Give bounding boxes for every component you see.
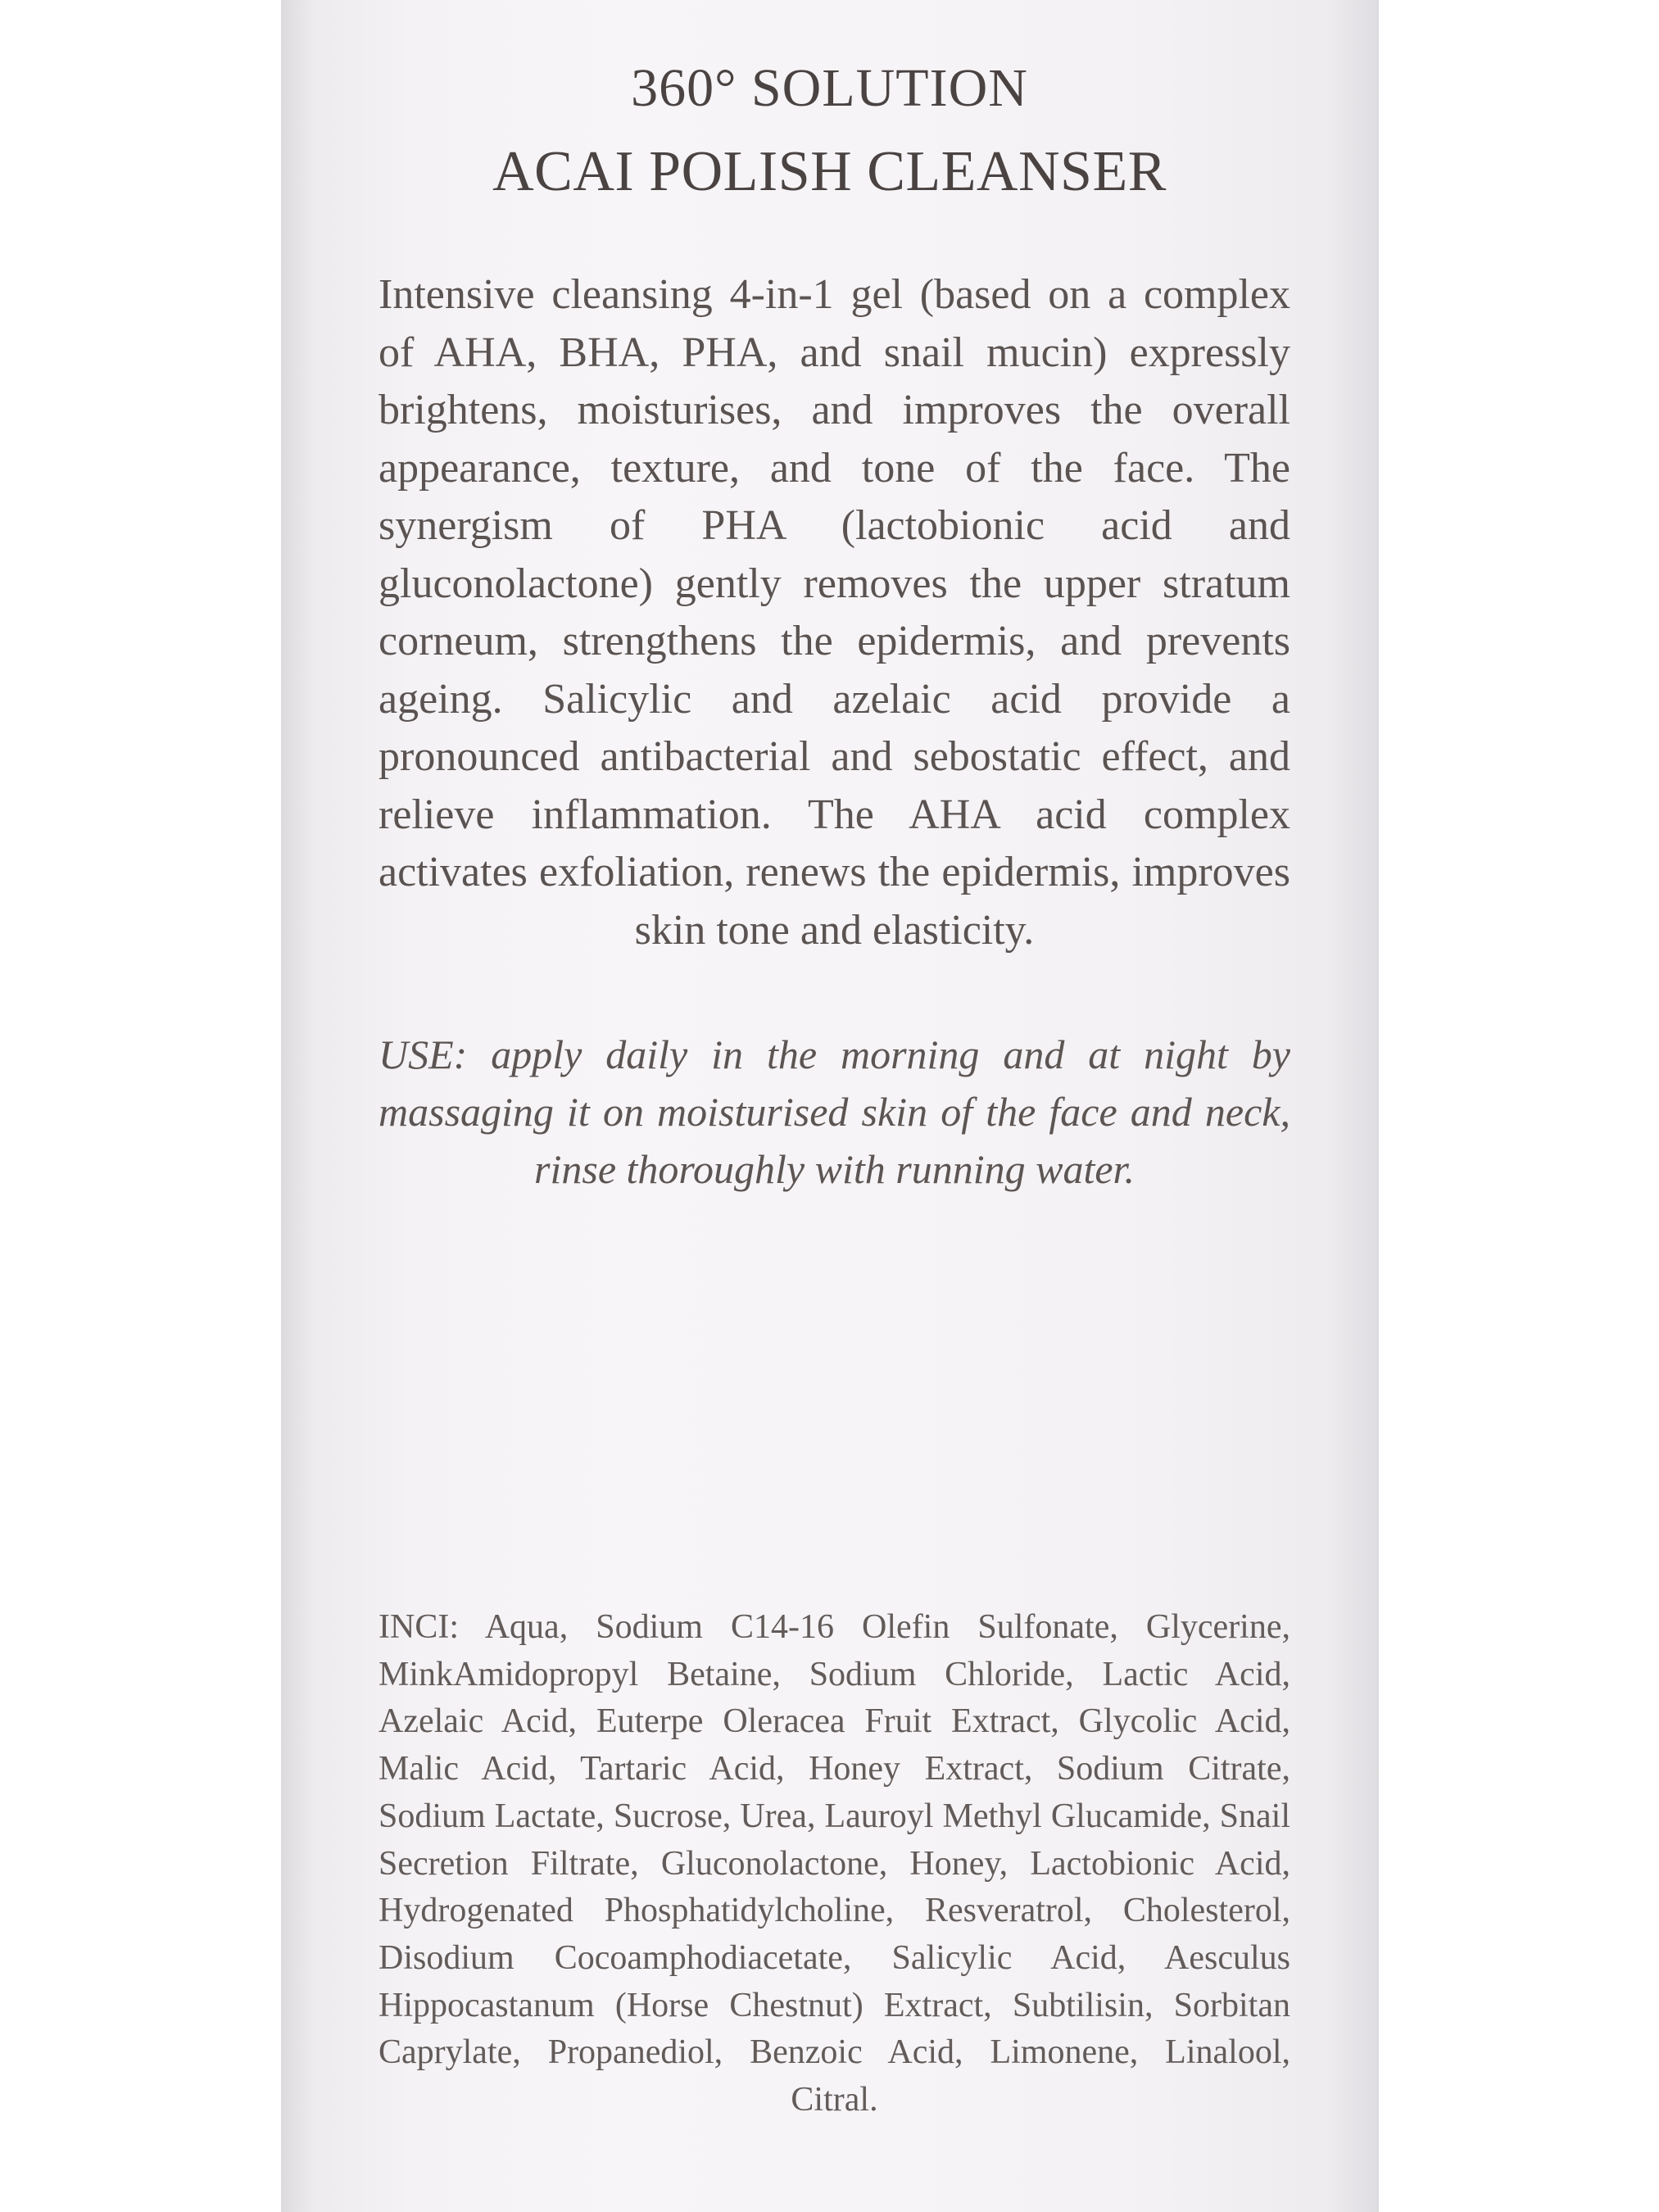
usage-instructions: USE: apply daily in the morning and at night by massaging it on moisturised skin of the face and neck, rinse thoroughly with running water.: [378, 1031, 1290, 1192]
product-description: Intensive cleansing 4-in-1 gel (based on a complex of AHA, BHA, PHA, and snail mucin) expressly brightens, moisturises, and improves the overall appearance, texture, and tone of the face. The synergism of PHA (lactobionic acid and gluconolactone) gently removes the upper stratum corneum, strengthens the epidermis, and prevents ageing. Salicylic and azelaic acid provide a pronounced antibacterial and sebostatic effect, and relieve inflammation. The AHA acid complex activates exfoliation, renews the epidermis, improves skin tone and elasticity.: [378, 271, 1290, 954]
product-name-title: ACAI POLISH CLEANSER: [492, 140, 1167, 203]
ingredients-list: INCI: Aqua, Sodium C14-16 Olefin Sulfonate, Glycerine, MinkAmidopropyl Betaine, Sodium Chloride, Lactic Acid, Azelaic Acid, Euterpe Oleracea Fruit Extract, Glycolic Acid, Malic Acid, Tartaric Acid, Honey Extract, Sodium Citrate, Sodium Lactate, Sucrose, Urea, Lauroyl Methyl Glucamide, Snail Secretion Filtrate, Gluconolactone, Honey, Lactobionic Acid, Hydrogenated Phosphatidylcholine, Resveratrol, Cholesterol, Disodium Cocoamphodiacetate, Salicylic Acid, Aesculus Hippocastanum (Horse Chestnut) Extract, Subtilisin, Sorbitan Caprylate, Propanediol, Benzoic Acid, Limonene, Linalool, Citral.: [378, 1608, 1290, 2119]
product-line-title: 360° SOLUTION: [631, 58, 1028, 118]
